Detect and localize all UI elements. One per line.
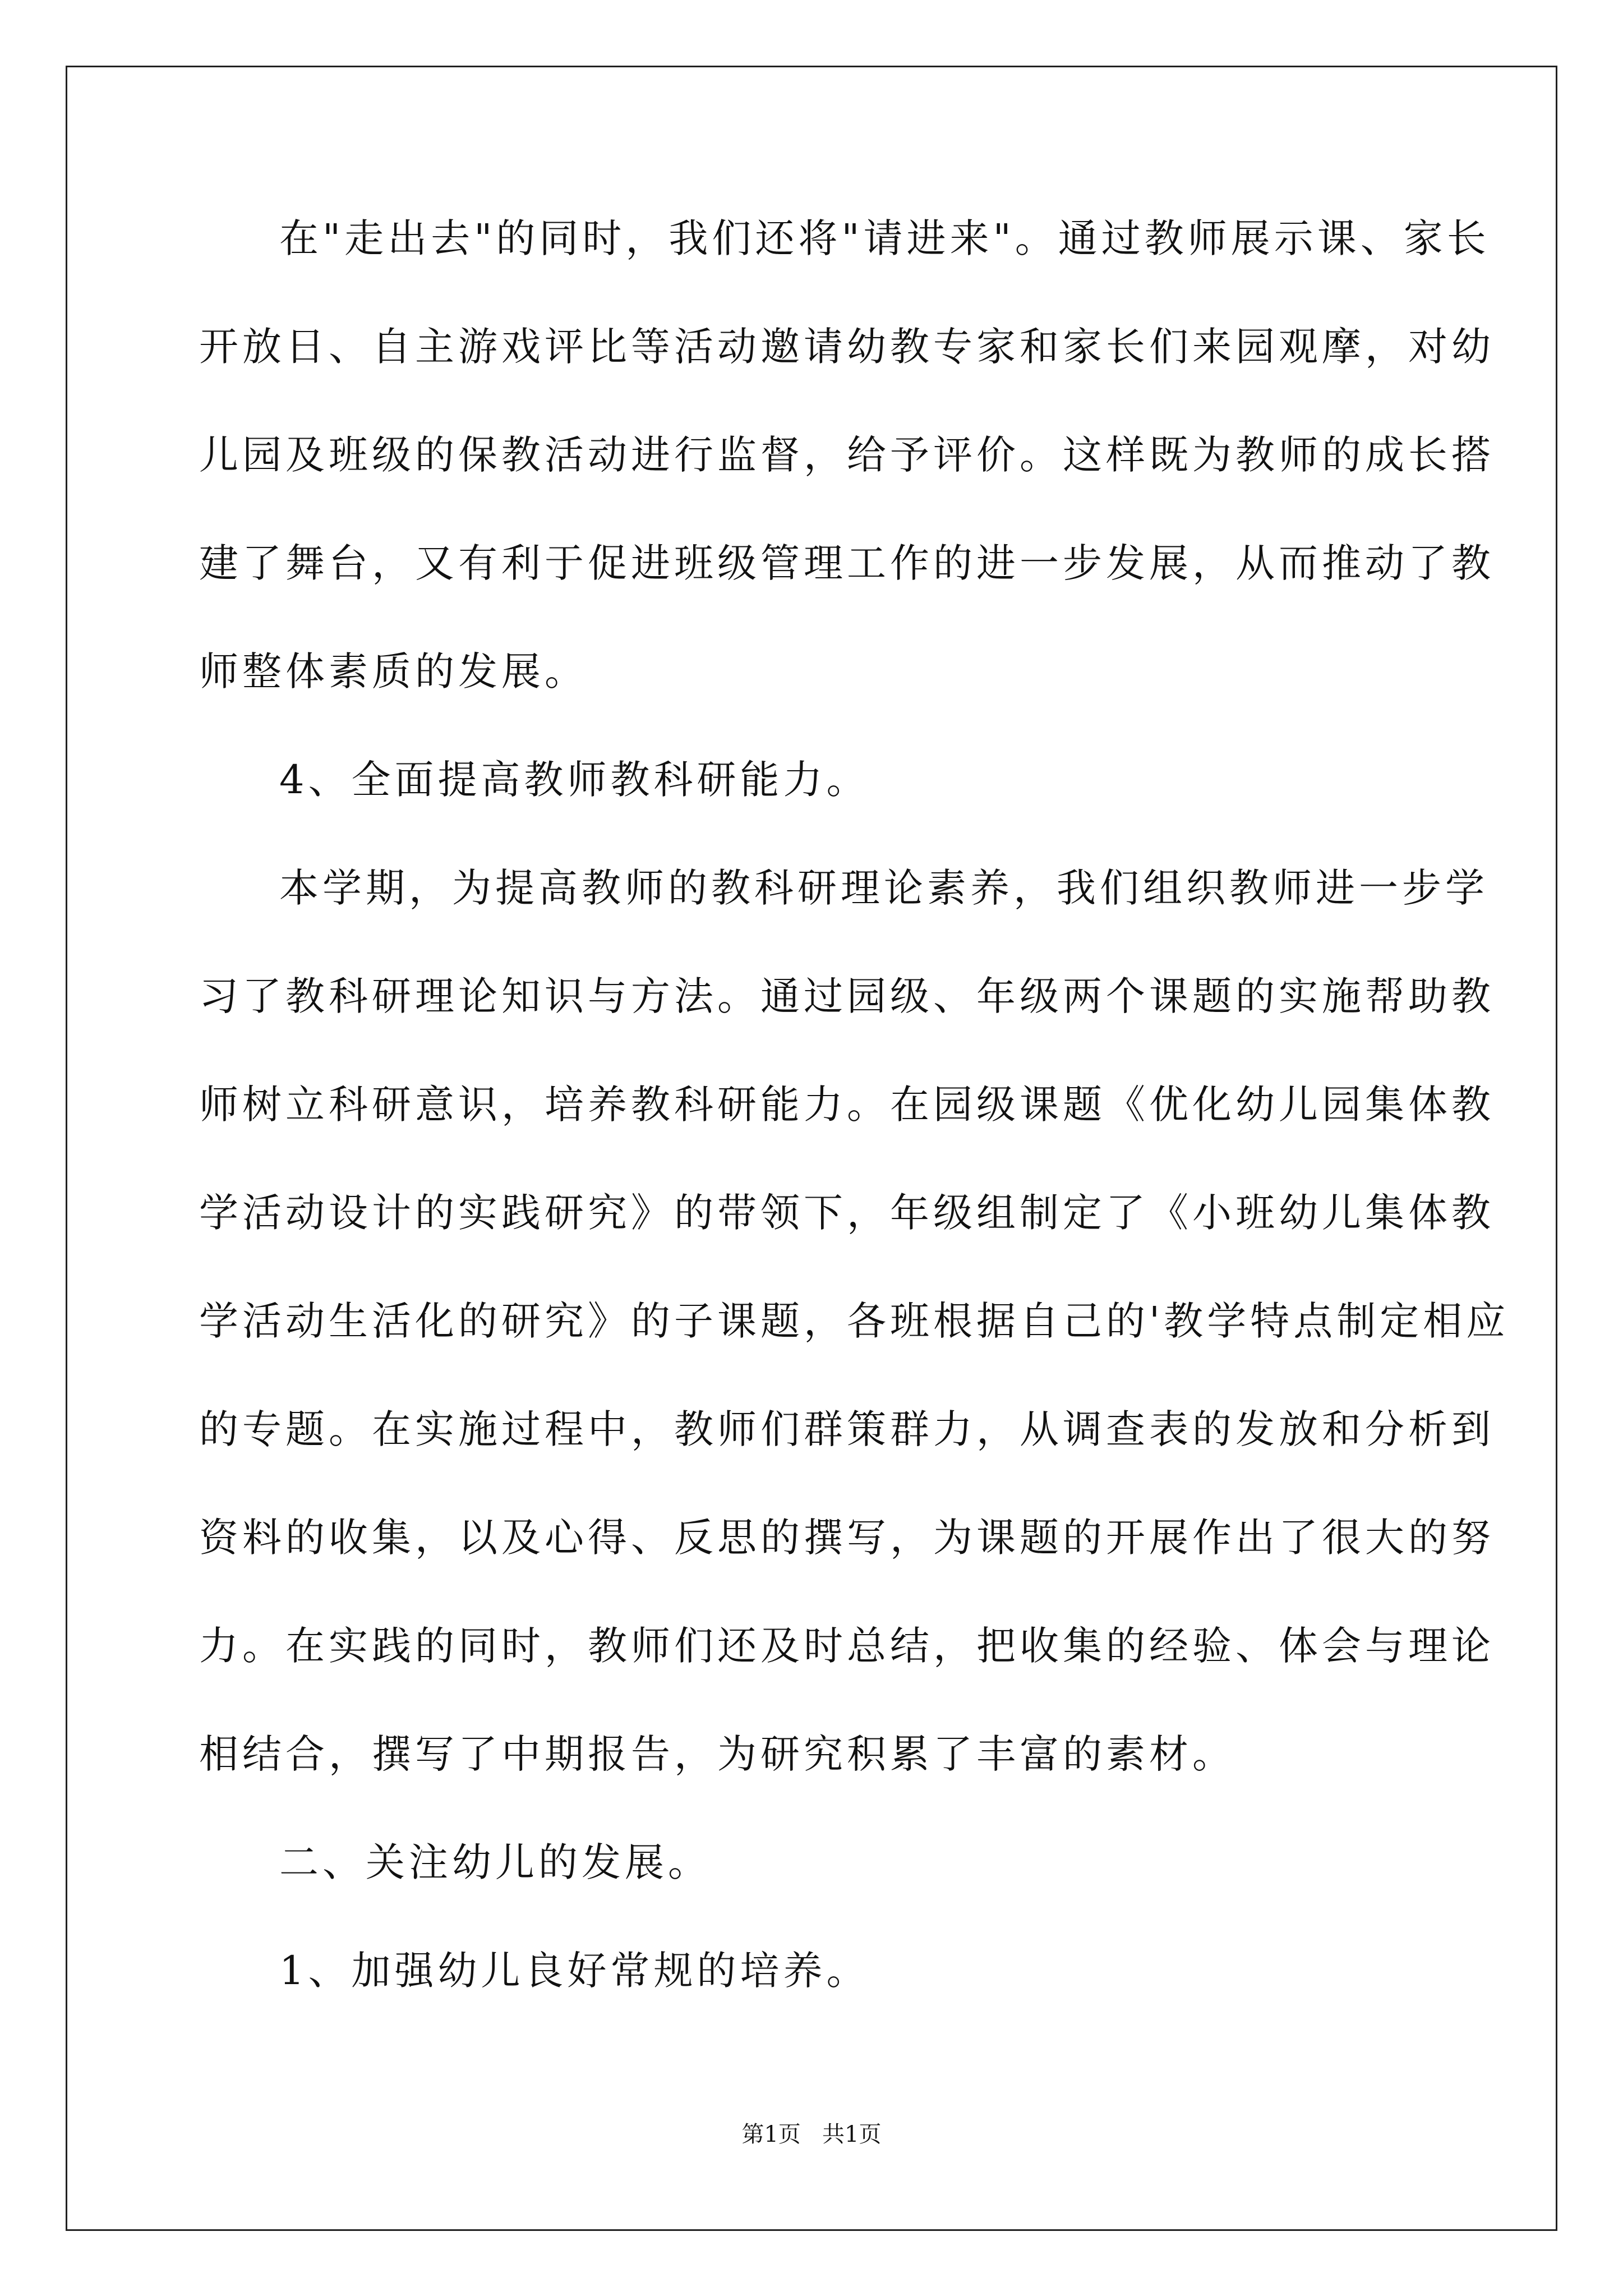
paragraph-line: 建了舞台，又有利于促进班级管理工作的进一步发展，从而推动了教 bbox=[199, 540, 1495, 586]
page-border bbox=[66, 66, 1557, 2231]
paragraph-line: 学活动生活化的研究》的子课题，各班根据自己的'教学特点制定相应 bbox=[199, 1298, 1510, 1344]
paragraph-line: 的专题。在实施过程中，教师们群策群力，从调查表的发放和分析到 bbox=[199, 1406, 1495, 1452]
paragraph-line: 习了教科研理论知识与方法。通过园级、年级两个课题的实施帮助教 bbox=[199, 973, 1495, 1019]
paragraph-line: 学活动设计的实践研究》的带领下，年级组制定了《小班幼儿集体教 bbox=[199, 1190, 1495, 1236]
section-heading: 4、全面提高教师教科研能力。 bbox=[279, 757, 870, 803]
page-number-footer: 第1页 共1页 bbox=[741, 2122, 882, 2147]
paragraph-line: 儿园及班级的保教活动进行监督，给予评价。这样既为教师的成长搭 bbox=[199, 432, 1495, 478]
paragraph-line: 本学期，为提高教师的教科研理论素养，我们组织教师进一步学 bbox=[279, 865, 1488, 911]
paragraph-line: 开放日、自主游戏评比等活动邀请幼教专家和家长们来园观摩，对幼 bbox=[199, 324, 1495, 370]
paragraph-line: 资料的收集，以及心得、反思的撰写，为课题的开展作出了很大的努 bbox=[199, 1515, 1495, 1561]
paragraph-line: 力。在实践的同时，教师们还及时总结，把收集的经验、体会与理论 bbox=[199, 1623, 1495, 1669]
paragraph-line: 在"走出去"的同时，我们还将"请进来"。通过教师展示课、家长 bbox=[279, 215, 1490, 261]
subsection-heading: 1、加强幼儿良好常规的培养。 bbox=[279, 1948, 870, 1994]
paragraph-line: 师整体素质的发展。 bbox=[199, 648, 588, 694]
section-heading: 二、关注幼儿的发展。 bbox=[279, 1839, 711, 1885]
paragraph-line: 师树立科研意识，培养教科研能力。在园级课题《优化幼儿园集体教 bbox=[199, 1082, 1495, 1128]
paragraph-line: 相结合，撰写了中期报告，为研究积累了丰富的素材。 bbox=[199, 1731, 1235, 1777]
